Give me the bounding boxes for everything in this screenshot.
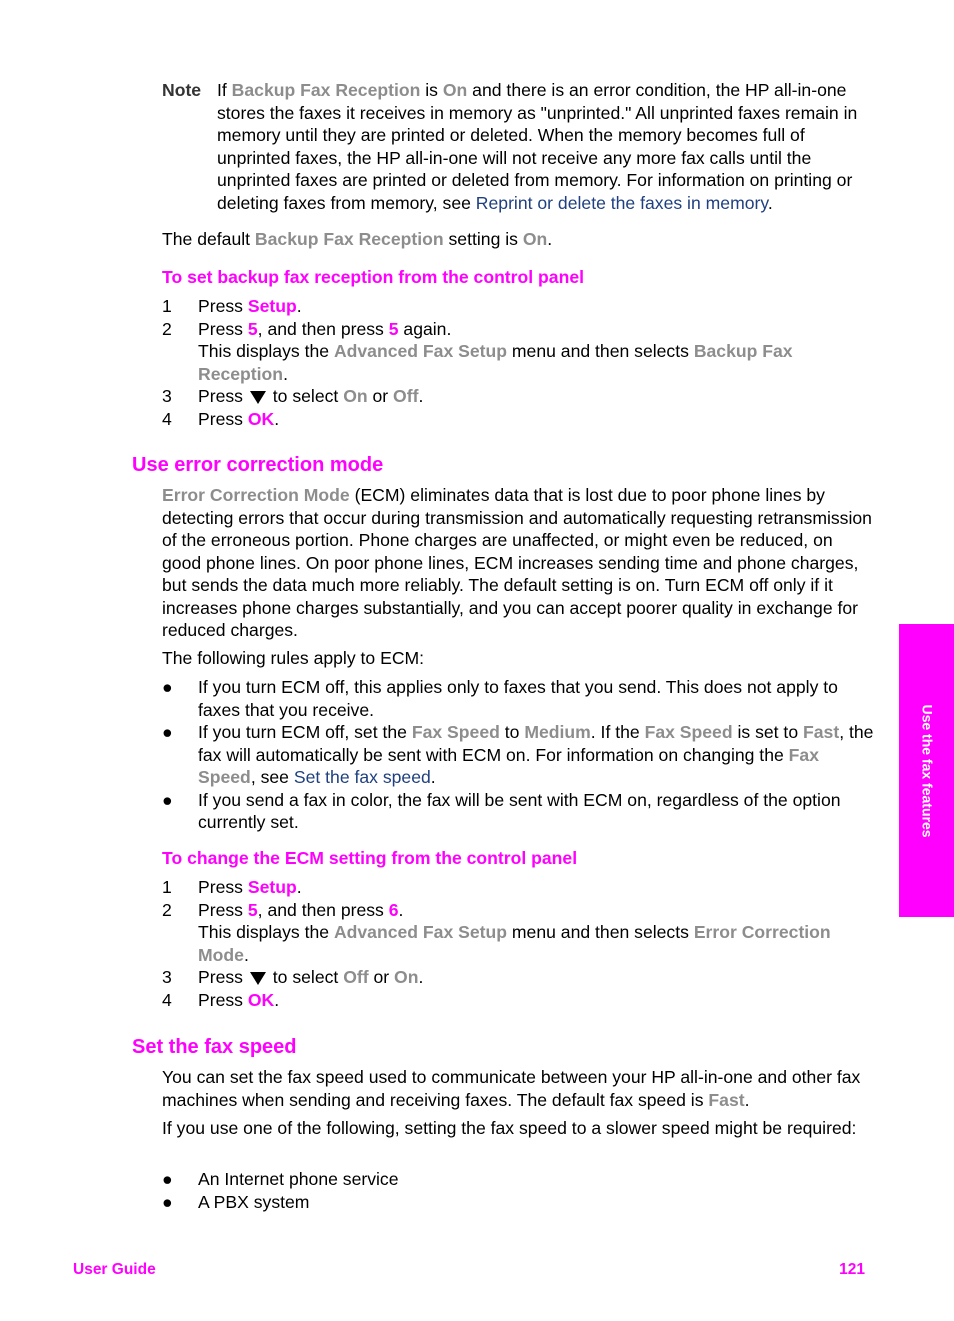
term-advanced-fax-setup: Advanced Fax Setup <box>333 341 507 361</box>
default-text-3: . <box>547 229 553 249</box>
key-5: 5 <box>388 318 399 339</box>
list-item-text: If you turn ECM off, this applies only to faxes that you send. This does not apply to faxes that you receive. <box>198 677 838 720</box>
bullet-icon: ● <box>162 1191 173 1212</box>
step <box>162 295 874 318</box>
step-text: . <box>296 877 302 897</box>
heading-set-fax-speed: Set the fax speed <box>132 1036 297 1058</box>
key-ok: OK <box>247 989 275 1010</box>
step <box>162 876 874 899</box>
default-setting-line <box>162 228 874 251</box>
term-backup-fax-reception: Backup Fax Reception <box>254 229 444 249</box>
step-number: 1 <box>162 296 172 316</box>
ecm-rules-list <box>162 676 874 834</box>
key-setup: Setup <box>247 877 297 897</box>
list-item <box>162 721 874 789</box>
step-text: . <box>398 899 404 920</box>
default-text-1: The default <box>162 229 255 249</box>
step-text: menu and then selects <box>507 341 694 361</box>
procedure-title-backup: To set backup fax reception from the control panel <box>162 267 584 287</box>
list-item <box>162 676 874 721</box>
term-backup-fax-reception: Backup Fax Reception <box>231 80 421 100</box>
step-text: Press <box>198 989 248 1010</box>
term-on: On <box>442 80 468 100</box>
step-text: Press <box>198 967 248 987</box>
step-text: or <box>367 386 394 406</box>
speed-intro <box>162 1066 874 1111</box>
procedure-steps-ecm <box>162 876 874 1011</box>
speed-intro-text: You can set the fax speed used to communicate between your HP all-in-one and other fax machines when sending and receiving faxes. The default fax speed is <box>162 1067 861 1110</box>
link-set-fax-speed[interactable]: Set the fax speed <box>293 767 431 787</box>
step-number: 4 <box>162 989 172 1010</box>
chapter-side-tab-label: Use the fax features <box>918 703 935 838</box>
procedure-title-ecm: To change the ECM setting from the control panel <box>162 848 578 868</box>
step-text: . <box>296 296 302 316</box>
bullet-icon: ● <box>162 789 173 810</box>
list-item-text: to <box>499 722 525 742</box>
list-item-text: is set to <box>732 722 803 742</box>
term-backup-fax-reception: Backup Fax Reception <box>198 341 793 384</box>
list-item-text: An Internet phone service <box>198 1169 399 1189</box>
step-text: Press <box>198 318 248 339</box>
term-off: Off <box>393 386 419 406</box>
list-item-text: , see <box>250 767 294 787</box>
speed-list <box>162 1168 874 1213</box>
speed-intro-text: . <box>744 1089 750 1110</box>
term-fast: Fast <box>803 722 840 742</box>
step <box>162 899 874 967</box>
down-arrow-icon <box>250 972 266 985</box>
page-number: 121 <box>839 1261 865 1278</box>
ecm-intro-text: (ECM) eliminates data that is lost due to poor phone lines by detecting errors that occur during transmission and automatically requesting retransmission of the erroneous portion. Phone charges are unaffected, or might even be reduced, on good phone lines. On poor phone lines, ECM increases sending time and phone charges, but sends the data much more reliably. The default setting is on. Turn ECM off only if it increases phone charges substantially, and you can accept poorer quality in exchange for reduced charges. <box>162 485 872 640</box>
step <box>162 385 874 408</box>
key-ok: OK <box>247 408 275 429</box>
step-text: , and then press <box>257 318 389 339</box>
step-number: 3 <box>162 967 172 987</box>
step-text: . <box>274 408 280 429</box>
term-on: On <box>343 386 368 406</box>
term-error-correction-mode: Error Correction Mode <box>162 485 350 505</box>
list-item-text: . <box>430 767 436 787</box>
key-setup: Setup <box>247 296 297 316</box>
list-item-text: If you send a fax in color, the fax will be sent with ECM on, regardless of the option currently set. <box>198 789 841 832</box>
ecm-rules-intro: The following rules apply to ECM: <box>162 648 425 668</box>
step <box>162 408 874 431</box>
step-text: This displays the <box>198 341 334 361</box>
term-fax-speed: Fax Speed <box>644 722 733 742</box>
note-text-1: If <box>217 80 232 100</box>
list-item <box>162 789 874 834</box>
link-reprint-delete-faxes[interactable]: Reprint or delete the faxes in memory <box>475 192 768 213</box>
step-text: . <box>418 967 424 987</box>
step-text: menu and then selects <box>507 922 694 942</box>
list-item <box>162 1168 874 1191</box>
step-number: 4 <box>162 408 172 429</box>
step <box>162 318 874 386</box>
note-text <box>217 79 874 214</box>
step-text: , and then press <box>257 899 389 920</box>
step-text: . <box>243 944 249 965</box>
term-on: On <box>522 229 548 249</box>
default-text-2: setting is <box>443 229 523 249</box>
step-text: Press <box>198 899 248 920</box>
bullet-icon: ● <box>162 722 173 742</box>
note-text-4: . <box>767 192 773 213</box>
term-error-correction-mode: Error Correction Mode <box>198 922 831 965</box>
step-number: 3 <box>162 386 172 406</box>
step-text: to select <box>267 386 344 406</box>
speed-condition: If you use one of the following, setting the fax speed to a slower speed might be required: <box>162 1118 857 1138</box>
step-text: to select <box>267 967 344 987</box>
step-text: or <box>368 967 395 987</box>
list-item-text: . If the <box>590 722 645 742</box>
step <box>162 989 874 1012</box>
step-number: 1 <box>162 877 172 897</box>
key-5: 5 <box>247 899 258 920</box>
note-block <box>162 79 874 214</box>
key-6: 6 <box>388 899 399 920</box>
term-fax-speed: Fax Speed <box>198 744 819 787</box>
step-number: 2 <box>162 318 172 339</box>
note-text-2: is <box>420 80 443 100</box>
ecm-intro <box>162 484 874 642</box>
term-fax-speed: Fax Speed <box>411 722 500 742</box>
bullet-icon: ● <box>162 1169 173 1189</box>
term-off: Off <box>343 967 369 987</box>
list-item-text: A PBX system <box>198 1191 310 1212</box>
step-number: 2 <box>162 899 172 920</box>
down-arrow-icon <box>250 391 266 404</box>
term-on: On <box>394 967 419 987</box>
step-text: Press <box>198 877 248 897</box>
key-5: 5 <box>247 318 258 339</box>
step-text: Press <box>198 386 248 406</box>
heading-error-correction: Use error correction mode <box>132 454 384 476</box>
step-text: . <box>418 386 424 406</box>
term-medium: Medium <box>524 722 591 742</box>
step-text: Press <box>198 296 248 316</box>
bullet-icon: ● <box>162 677 173 697</box>
procedure-steps-backup <box>162 295 874 430</box>
step-text: . <box>283 363 288 384</box>
list-item-text: , the fax will automatically be sent with ECM on. For information on changing the <box>198 722 874 765</box>
list-item <box>162 1191 874 1214</box>
step-text: . <box>274 989 280 1010</box>
chapter-side-tab <box>899 624 954 917</box>
note-label: Note <box>162 80 202 100</box>
step-text: This displays the <box>198 922 334 942</box>
step <box>162 966 874 989</box>
term-advanced-fax-setup: Advanced Fax Setup <box>333 922 507 942</box>
list-item-text: If you turn ECM off, set the <box>198 722 412 742</box>
step-text: again. <box>398 318 452 339</box>
footer-user-guide: User Guide <box>73 1261 156 1278</box>
term-fast: Fast <box>708 1089 745 1110</box>
step-text: Press <box>198 408 248 429</box>
note-text-3: and there is an error condition, the HP all-in-one stores the faxes it receives in memory as "unprinted." All unprinted faxes remain in memory until they are printed or deleted. When the memory becomes full of unprinted faxes, the HP all-in-one will not receive any more fax calls until the unprinted faxes are printed or deleted from memory. For information on printing or deleting faxes from memory, see <box>217 80 858 213</box>
